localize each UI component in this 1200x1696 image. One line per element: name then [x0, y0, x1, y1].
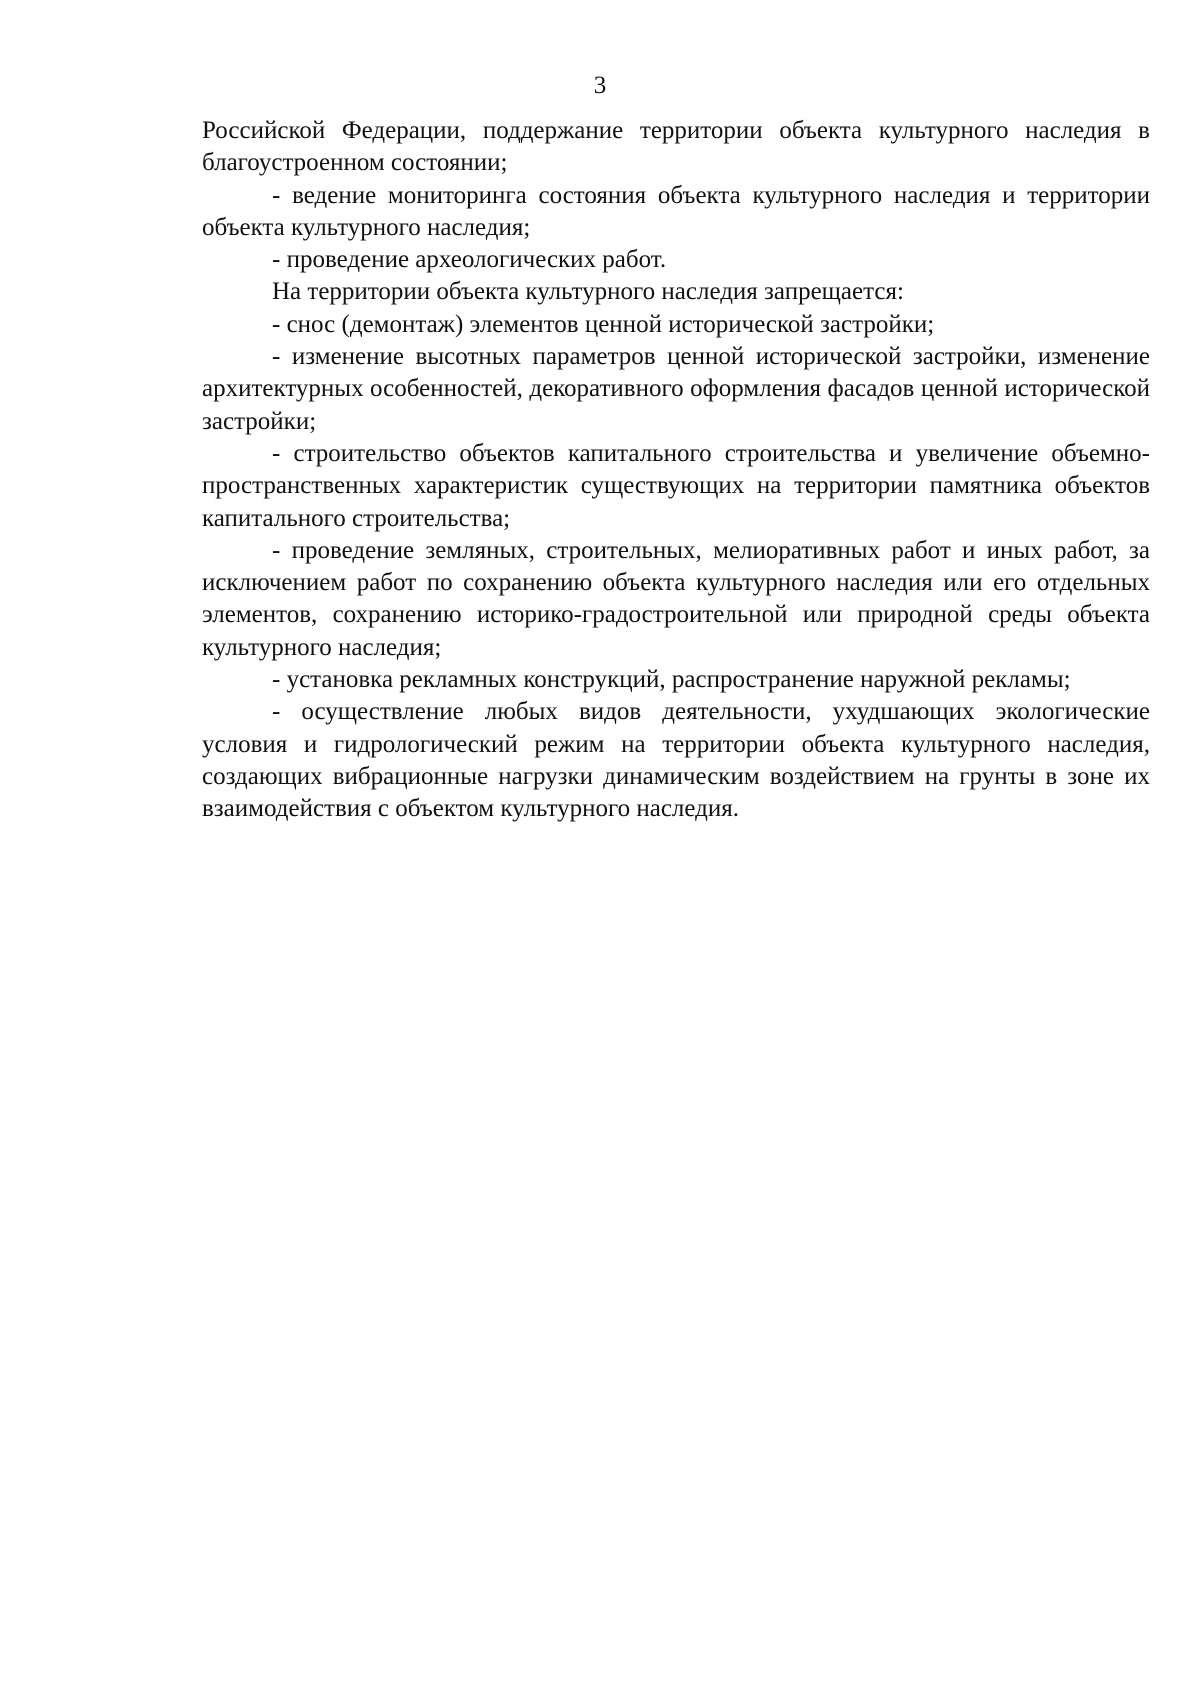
paragraph-activities: - осуществление любых видов деятельности, ухудшающих экологические условия и гидрологический режим на территории объекта культурного наследия, создающих вибрационные нагрузки динамическим воздействием на грунты в зоне их взаимодействия с объектом культурного наследия.: [202, 698, 1150, 823]
paragraph-height-changes: - изменение высотных параметров ценной исторической застройки, изменение архитектурных особенностей, декоративного оформления фасадов ценной исторической застройки;: [202, 343, 1150, 435]
paragraph-prohibitions-heading: На территории объекта культурного наследия запрещается:: [272, 278, 904, 306]
document-body: [202, 115, 1150, 826]
paragraph-archaeological-works: - проведение археологических работ.: [272, 246, 667, 274]
paragraph-earthworks: - проведение земляных, строительных, мелиоративных работ и иных работ, за исключением работ по сохранению объекта культурного наследия или его отдельных элементов, сохранению историко-градостроительной или природной среды объекта культурного наследия;: [202, 536, 1150, 661]
paragraph-construction: - строительство объектов капитального строительства и увеличение объемно-пространственных характеристик существующих на территории памятника объектов капитального строительства;: [202, 439, 1150, 532]
page-number: 3: [593, 72, 607, 99]
paragraph-demolition: - снос (демонтаж) элементов ценной исторической застройки;: [272, 310, 935, 338]
paragraph-continuation: Российской Федерации, поддержание территории объекта культурного наследия в благоустроенном состоянии;: [202, 117, 1150, 177]
paragraph-advertising: - установка рекламных конструкций, распространение наружной рекламы;: [272, 666, 1071, 694]
paragraph-monitoring: - ведение мониторинга состояния объекта культурного наследия и территории объекта культурного наследия;: [202, 181, 1150, 241]
